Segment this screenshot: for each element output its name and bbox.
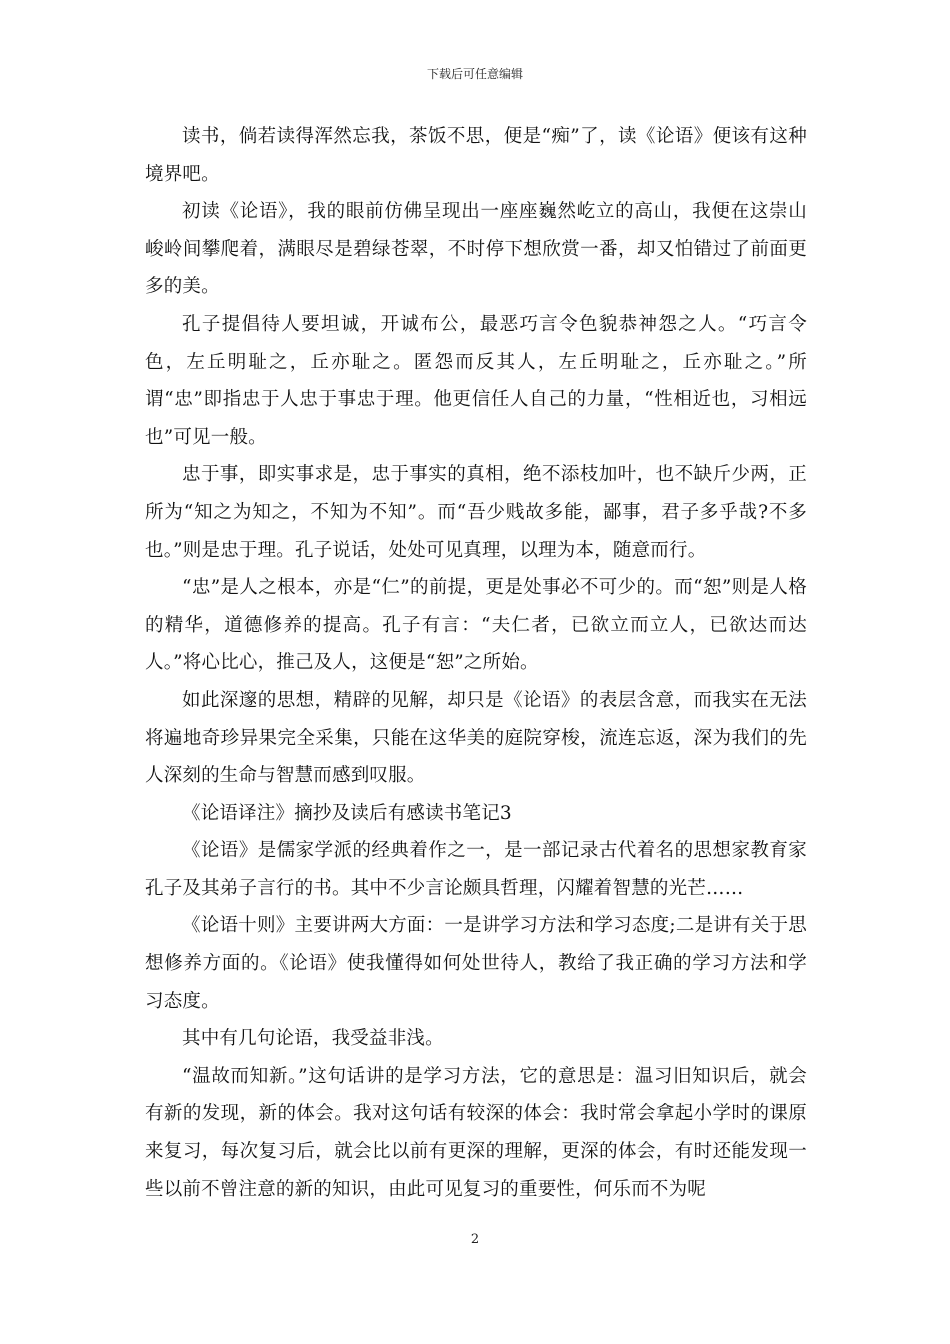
paragraph: “忠”是人之根本，亦是“仁”的前提，更是处事必不可少的。而“恕”则是人格的精华，道德修养的提高。孔子有言：“夫仁者，已欲立而立人，已欲达而达人。”将心比心，推己及人，这便是“恕”之所始。 [145,577,807,674]
paragraph: 读书，倘若读得浑然忘我，茶饭不思，便是“痴”了，读《论语》便该有这种境界吧。 [145,126,807,185]
paragraph: 孔子提倡待人要坦诚，开诚布公，最恶巧言令色貌恭神怨之人。“巧言令色，左丘明耻之，丘亦耻之。匿怨而反其人，左丘明耻之，丘亦耻之。”所谓“忠”即指忠于人忠于事忠于理。他更信任人自己的力量，“性相近也，习相远也”可见一般。 [145,313,807,448]
section-title: 《论语译注》摘抄及读后有感读书笔记3 [182,802,512,824]
paragraph: 《论语》是儒家学派的经典着作之一，是一部记录古代着名的思想家教育家孔子及其弟子言行的书。其中不少言论颇具哲理，闪耀着智慧的光芒…… [145,840,807,899]
paragraph: 其中有几句论语，我受益非浅。 [182,1028,444,1050]
paragraph: “温故而知新。”这句话讲的是学习方法，它的意思是：温习旧知识后，就会有新的发现，新的体会。我对这句话有较深的体会：我时常会拿起小学时的课原来复习，每次复习后，就会比以前有更深的理解，更深的体会，有时还能发现一些以前不曾注意的新的知识，由此可见复习的重要性，何乐而不为呢 [145,1065,807,1200]
paragraph: 《论语十则》主要讲两大方面：一是讲学习方法和学习态度;二是讲有关于思想修养方面的。《论语》使我懂得如何处世待人，教给了我正确的学习方法和学习态度。 [145,915,807,1012]
paragraph: 忠于事，即实事求是，忠于事实的真相，绝不添枝加叶，也不缺斤少两，正所为“知之为知之，不知为不知”。而“吾少贱故多能，鄙事，君子多乎哉?不多也。”则是忠于理。孔子说话，处处可见真理，以理为本，随意而行。 [145,464,807,561]
document-body [145,118,807,1208]
paragraph: 初读《论语》，我的眼前仿佛呈现出一座座巍然屹立的高山，我便在这崇山峻岭间攀爬着，满眼尽是碧绿苍翠，不时停下想欣赏一番，却又怕错过了前面更多的美。 [145,201,807,298]
paragraph: 如此深邃的思想，精辟的见解，却只是《论语》的表层含意，而我实在无法将遍地奇珍异果完全采集，只能在这华美的庭院穿梭，流连忘返，深为我们的先人深刻的生命与智慧而感到叹服。 [145,689,807,787]
page-number: 2 [470,1232,480,1247]
page-header: 下载后可任意编辑 [426,67,523,81]
